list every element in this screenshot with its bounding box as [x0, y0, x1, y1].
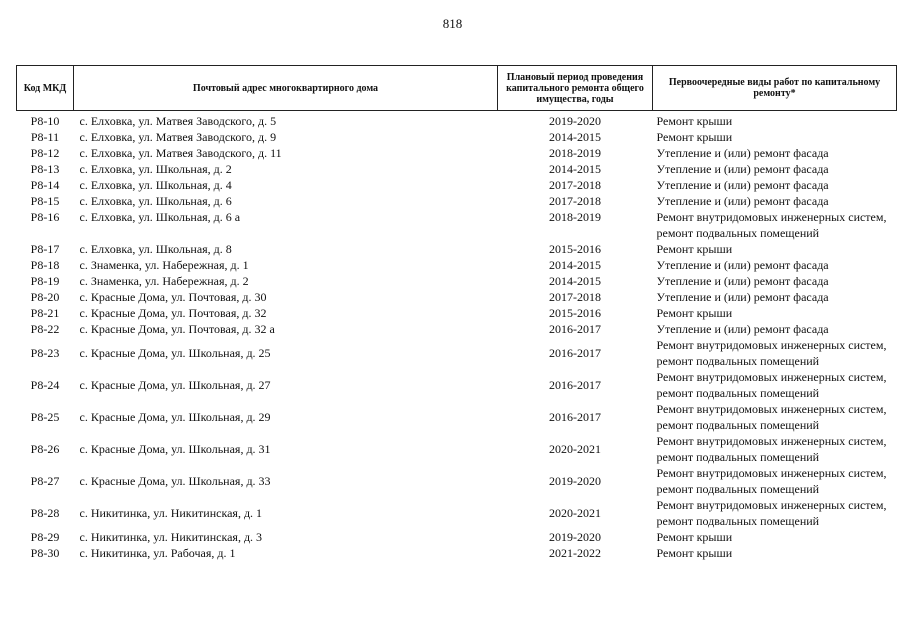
cell-works [653, 177, 897, 193]
cell-period: 2019-2020 [549, 114, 601, 128]
cell-address: с. Красные Дома, ул. Школьная, д. 33 [79, 474, 271, 488]
cell-address: с. Знаменка, ул. Набережная, д. 1 [79, 258, 249, 272]
cell-period: 2019-2020 [549, 474, 601, 488]
cell-period: 2014-2015 [549, 130, 601, 144]
cell-period: 2015-2016 [549, 242, 601, 256]
work-line: Ремонт крыши [656, 530, 733, 544]
work-line: Утепление и (или) ремонт фасада [656, 274, 829, 288]
cell-address: с. Елховка, ул. Матвея Заводского, д. 9 [79, 130, 277, 144]
cell-address: с. Красные Дома, ул. Почтовая, д. 30 [79, 290, 267, 304]
cell-code: Р8-26 [30, 442, 60, 456]
work-line: Ремонт внутридомовых инженерных систем, [656, 466, 887, 480]
cell-code: Р8-28 [30, 506, 60, 520]
work-line: ремонт подвальных помещений [656, 514, 820, 528]
cell-address: с. Елховка, ул. Матвея Заводского, д. 11 [79, 146, 282, 160]
cell-code: Р8-17 [30, 242, 60, 256]
work-line: Ремонт внутридомовых инженерных систем, [656, 210, 887, 224]
cell-works [653, 433, 897, 465]
cell-works [653, 529, 897, 545]
cell-works [653, 465, 897, 497]
cell-address: с. Никитинка, ул. Никитинская, д. 1 [79, 506, 263, 520]
work-line: ремонт подвальных помещений [656, 450, 820, 464]
cell-works [653, 305, 897, 321]
work-line: Ремонт крыши [656, 306, 733, 320]
cell-code: Р8-16 [30, 210, 60, 224]
cell-works [653, 289, 897, 305]
work-line: Ремонт крыши [656, 114, 733, 128]
cell-works [653, 193, 897, 209]
cell-code: Р8-27 [30, 474, 60, 488]
cell-works [653, 369, 897, 401]
cell-address: с. Никитинка, ул. Никитинская, д. 3 [79, 530, 263, 544]
cell-code: Р8-10 [30, 114, 60, 128]
cell-code: Р8-30 [30, 546, 60, 560]
cell-period: 2018-2019 [549, 210, 601, 224]
work-line: Утепление и (или) ремонт фасада [656, 162, 829, 176]
cell-address: с. Елховка, ул. Школьная, д. 4 [79, 178, 232, 192]
table-row [17, 129, 897, 145]
cell-code: Р8-23 [30, 346, 60, 360]
cell-address: с. Красные Дома, ул. Почтовая, д. 32 а [79, 322, 275, 336]
table-row [17, 241, 897, 257]
cell-period: 2014-2015 [549, 258, 601, 272]
table-row [17, 177, 897, 193]
cell-works [653, 273, 897, 289]
cell-address: с. Никитинка, ул. Рабочая, д. 1 [79, 546, 236, 560]
table-row [17, 529, 897, 545]
table-row [17, 497, 897, 529]
work-line: Утепление и (или) ремонт фасада [656, 290, 829, 304]
cell-address: с. Елховка, ул. Матвея Заводского, д. 5 [79, 114, 277, 128]
work-line: Ремонт крыши [656, 546, 733, 560]
cell-works [653, 111, 897, 130]
cell-period: 2019-2020 [549, 530, 601, 544]
work-line: Ремонт внутридомовых инженерных систем, [656, 338, 887, 352]
work-line: Утепление и (или) ремонт фасада [656, 146, 829, 160]
cell-period: 2017-2018 [549, 290, 601, 304]
page-number: 818 [442, 16, 463, 31]
cell-works [653, 257, 897, 273]
cell-code: Р8-25 [30, 410, 60, 424]
work-line: ремонт подвальных помещений [656, 226, 820, 240]
cell-code: Р8-14 [30, 178, 60, 192]
cell-works [653, 241, 897, 257]
header-code: Код МКД [17, 66, 74, 111]
work-line: Ремонт внутридомовых инженерных систем, [656, 402, 887, 416]
work-line: Утепление и (или) ремонт фасада [656, 178, 829, 192]
cell-works [653, 497, 897, 529]
work-line: Ремонт крыши [656, 130, 733, 144]
cell-address: с. Елховка, ул. Школьная, д. 6 а [79, 210, 241, 224]
table-row [17, 257, 897, 273]
cell-period: 2017-2018 [549, 194, 601, 208]
table-row [17, 193, 897, 209]
work-line: Ремонт крыши [656, 242, 733, 256]
cell-period: 2014-2015 [549, 274, 601, 288]
work-line: Утепление и (или) ремонт фасада [656, 258, 829, 272]
cell-code: Р8-21 [30, 306, 60, 320]
cell-code: Р8-13 [30, 162, 60, 176]
cell-period: 2014-2015 [549, 162, 601, 176]
header-address: Почтовый адрес многоквартирного дома [74, 66, 498, 111]
cell-period: 2016-2017 [549, 346, 601, 360]
table-row [17, 433, 897, 465]
table-row [17, 111, 897, 130]
header-period: Плановый период проведения капитального ремонта общего имущества, годы [498, 66, 653, 111]
work-line: ремонт подвальных помещений [656, 354, 820, 368]
table-body [17, 111, 897, 562]
cell-period: 2021-2022 [549, 546, 601, 560]
cell-code: Р8-24 [30, 378, 60, 392]
cell-address: с. Елховка, ул. Школьная, д. 6 [79, 194, 232, 208]
work-line: Утепление и (или) ремонт фасада [656, 322, 829, 336]
table-row [17, 369, 897, 401]
cell-period: 2020-2021 [549, 442, 601, 456]
cell-address: с. Красные Дома, ул. Школьная, д. 29 [79, 410, 271, 424]
cell-works [653, 161, 897, 177]
table-row [17, 289, 897, 305]
cell-code: Р8-29 [30, 530, 60, 544]
cell-code: Р8-15 [30, 194, 60, 208]
table-row [17, 145, 897, 161]
table-row [17, 161, 897, 177]
cell-works [653, 321, 897, 337]
cell-period: 2017-2018 [549, 178, 601, 192]
cell-period: 2016-2017 [549, 322, 601, 336]
cell-works [653, 545, 897, 561]
cell-code: Р8-12 [30, 146, 60, 160]
work-line: ремонт подвальных помещений [656, 482, 820, 496]
work-line: Ремонт внутридомовых инженерных систем, [656, 370, 887, 384]
table-row [17, 209, 897, 241]
cell-code: Р8-11 [30, 130, 60, 144]
table-row [17, 401, 897, 433]
cell-period: 2020-2021 [549, 506, 601, 520]
cell-period: 2016-2017 [549, 410, 601, 424]
table-row [17, 321, 897, 337]
cell-works [653, 145, 897, 161]
work-line: ремонт подвальных помещений [656, 386, 820, 400]
cell-address: с. Красные Дома, ул. Школьная, д. 25 [79, 346, 271, 360]
cell-address: с. Красные Дома, ул. Почтовая, д. 32 [79, 306, 267, 320]
cell-address: с. Елховка, ул. Школьная, д. 8 [79, 242, 232, 256]
cell-period: 2016-2017 [549, 378, 601, 392]
cell-works [653, 129, 897, 145]
table-row [17, 337, 897, 369]
header-works: Первоочередные виды работ по капитальному ремонту* [653, 66, 897, 111]
cell-code: Р8-18 [30, 258, 60, 272]
cell-address: с. Елховка, ул. Школьная, д. 2 [79, 162, 232, 176]
table-row [17, 273, 897, 289]
repair-schedule-table [16, 65, 897, 561]
cell-period: 2015-2016 [549, 306, 601, 320]
work-line: Ремонт внутридомовых инженерных систем, [656, 498, 887, 512]
cell-works [653, 337, 897, 369]
table-row [17, 305, 897, 321]
cell-address: с. Красные Дома, ул. Школьная, д. 31 [79, 442, 271, 456]
cell-address: с. Красные Дома, ул. Школьная, д. 27 [79, 378, 271, 392]
cell-works [653, 401, 897, 433]
table-header [17, 66, 897, 111]
cell-works [653, 209, 897, 241]
work-line: Ремонт внутридомовых инженерных систем, [656, 434, 887, 448]
table-row [17, 545, 897, 561]
cell-period: 2018-2019 [549, 146, 601, 160]
table-row [17, 465, 897, 497]
cell-code: Р8-19 [30, 274, 60, 288]
cell-code: Р8-22 [30, 322, 60, 336]
cell-address: с. Знаменка, ул. Набережная, д. 2 [79, 274, 249, 288]
work-line: ремонт подвальных помещений [656, 418, 820, 432]
work-line: Утепление и (или) ремонт фасада [656, 194, 829, 208]
cell-code: Р8-20 [30, 290, 60, 304]
